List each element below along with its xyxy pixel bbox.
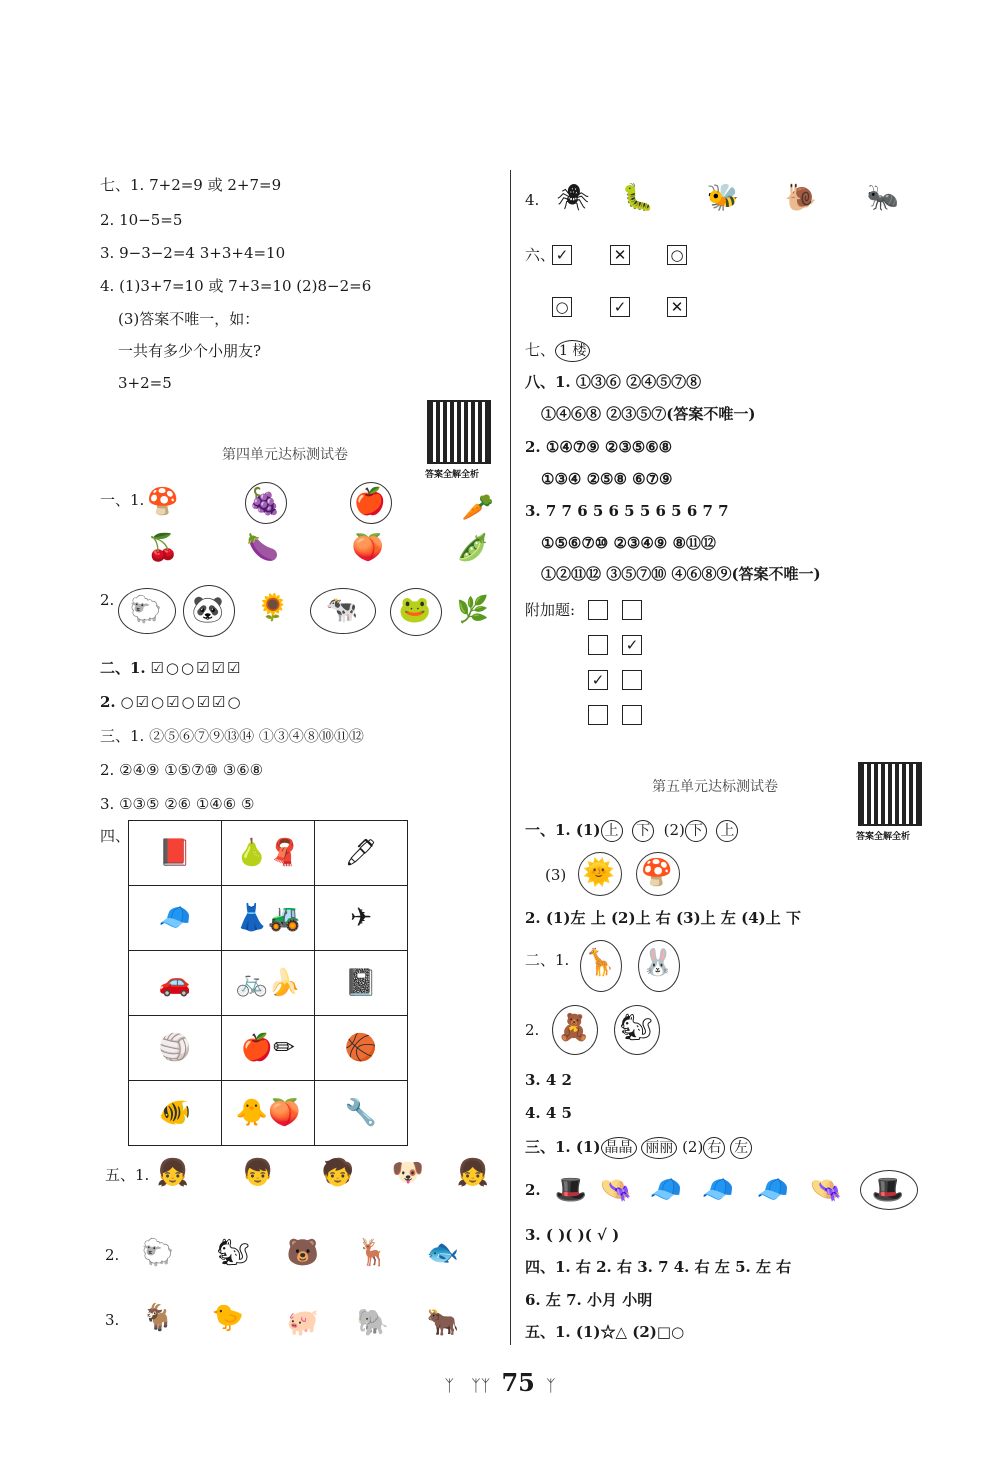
spatula-icon: 🔧 xyxy=(315,1081,408,1146)
cow-icon: 🐂 xyxy=(426,1308,460,1338)
sun-icon: 🌞 xyxy=(582,858,616,888)
panda-icon: 🐼 xyxy=(191,595,225,625)
u5-3-2: 2. xyxy=(525,1181,541,1199)
apple-pencil-icon: 🍎✏ xyxy=(222,1016,315,1081)
empty-box xyxy=(622,600,642,620)
mushroom-icon: 🍄 xyxy=(640,858,674,888)
giraffe-icon: 🦒 xyxy=(583,948,617,978)
empty-box xyxy=(588,705,608,725)
r-8-3a: 3. 7 7 6 5 6 5 5 6 5 6 7 7 xyxy=(525,502,729,520)
dog-crossed-icon: 🐶 xyxy=(391,1158,425,1188)
sheep-icon: 🐑 xyxy=(129,595,163,625)
r-8-2b: ①③④ ②⑤⑧ ⑥⑦⑨ xyxy=(541,470,673,488)
hat-icon: 🧢 xyxy=(649,1175,683,1205)
answer-7-4: 4. (1)3+7=10 或 7+3=10 (2)8−2=6 xyxy=(100,277,372,295)
basketball-icon: 🏀 xyxy=(315,1016,408,1081)
pig-icon: 🐖 xyxy=(286,1308,320,1338)
boy-icon: 🧒 xyxy=(321,1158,355,1188)
u5-2-1: 二、1. xyxy=(525,951,570,969)
sprout-icon: ᛉᛉ xyxy=(471,1376,491,1395)
fish-icon: 🐟 xyxy=(426,1238,460,1268)
empty-box xyxy=(622,670,642,690)
hat-icon: 👒 xyxy=(599,1175,633,1205)
unit5-title: 第五单元达标测试卷 xyxy=(652,779,778,795)
answer-7-2: 2. 10−5=5 xyxy=(100,211,183,229)
carrot-icon: 🥕 xyxy=(461,493,495,523)
cross-box: ✕ xyxy=(610,245,630,265)
u4-1-2: 2. xyxy=(100,591,115,609)
hat-icon: 👒 xyxy=(809,1175,843,1205)
answer-7-1: 七、1. 7+2=9 或 2+7=9 xyxy=(100,176,282,194)
apple-icon: 🍎 xyxy=(353,487,387,517)
notebook-icon: 📓 xyxy=(315,951,408,1016)
check-box: ✓ xyxy=(622,635,642,655)
u5-2-3: 3. 4 2 xyxy=(525,1071,572,1089)
u4-3-3: 3. ①③⑤ ②⑥ ①④⑥ ⑤ xyxy=(100,795,255,813)
unit4-title: 第四单元达标测试卷 xyxy=(222,447,348,463)
u5-2-4: 4. 4 5 xyxy=(525,1104,572,1122)
r-8-1b: ①④⑥⑧ ②③⑤⑦(答案不唯一) xyxy=(541,405,756,423)
floor-answer: 1 楼 xyxy=(555,340,590,362)
r-6: 六、 xyxy=(525,246,556,264)
cross-box: ✕ xyxy=(667,297,687,317)
u5-4-1: 四、1. 右 2. 右 3. 7 4. 右 左 5. 左 右 xyxy=(525,1258,792,1276)
u4-5-2: 2. xyxy=(105,1246,120,1264)
empty-box xyxy=(588,635,608,655)
pea-pod-icon: 🫛 xyxy=(456,533,490,563)
cherry-icon: 🍒 xyxy=(146,533,180,563)
frog-icon: 🐸 xyxy=(398,595,432,625)
snail-icon: 🐌 xyxy=(784,183,818,213)
girl-icon: 👧 xyxy=(156,1158,190,1188)
answer-7-4-3: (3)答案不唯一，如： xyxy=(118,310,260,328)
goat-icon: 🐐 xyxy=(141,1303,175,1333)
u4-5-3: 3. xyxy=(105,1311,120,1329)
check-circle-row: ○☑○☑○☑☑○ xyxy=(120,693,243,711)
qr-label: 答案全解全析 xyxy=(425,470,480,480)
pen-icon: 🖊 xyxy=(315,821,408,886)
chick-crossed-icon: 🐤 xyxy=(211,1303,245,1333)
u4-3-1: 三、1. ②⑤⑥⑦⑨⑬⑭ ①③④⑧⑩⑪⑫ xyxy=(100,727,364,745)
sheep-icon: 🐑 xyxy=(141,1238,175,1268)
check-box: ✓ xyxy=(588,670,608,690)
hat-icon: 🎩 xyxy=(871,1175,905,1205)
girl-icon: 👧 xyxy=(456,1158,490,1188)
u4-4: 四、 xyxy=(100,827,131,845)
ant-icon: 🐜 xyxy=(866,183,900,213)
circle-box: ○ xyxy=(552,297,572,317)
qr-code-icon xyxy=(427,400,491,464)
check-box: ✓ xyxy=(610,297,630,317)
bicycle-banana-icon: 🚲🍌 xyxy=(222,951,315,1016)
squirrel-icon: 🐿 xyxy=(619,1013,653,1043)
boy-icon: 👦 xyxy=(241,1158,275,1188)
volleyball-icon: 🏐 xyxy=(129,1016,222,1081)
bear-icon: 🐻 xyxy=(286,1238,320,1268)
airplane-icon: ✈ xyxy=(315,886,408,951)
u5-1-3: (3) xyxy=(545,866,567,884)
r-8-3c: ①②⑪⑫ ③⑤⑦⑩ ④⑥⑧⑨(答案不唯一) xyxy=(541,565,821,583)
u5-4-2: 6. 左 7. 小月 小明 xyxy=(525,1291,653,1309)
rabbit-icon: 🐰 xyxy=(641,948,675,978)
u4-1-1: 一、1. xyxy=(100,491,145,509)
sprout-icon: ᛉ xyxy=(444,1376,455,1395)
u4-2-1: 二、1. ☑○○☑☑☑ xyxy=(100,659,243,677)
column-divider xyxy=(510,170,511,1345)
u5-1-2: 2. (1)左 上 (2)上 右 (3)上 左 (4)上 下 xyxy=(525,909,801,927)
sort-table xyxy=(128,820,408,1146)
bear-icon: 🧸 xyxy=(557,1013,591,1043)
r-7: 七、 1 楼 xyxy=(525,340,590,362)
qr-code-icon xyxy=(858,762,922,826)
deer-icon: 🦌 xyxy=(356,1238,390,1268)
elephant-icon: 🐘 xyxy=(356,1308,390,1338)
pear-scarf-icon: 🍐🧣 xyxy=(222,821,315,886)
sprout-icon: ᛉ xyxy=(545,1376,556,1395)
extra-question: 附加题: xyxy=(525,601,576,619)
cow-icon: 🐄 xyxy=(325,595,359,625)
page-footer xyxy=(0,1368,1000,1397)
bee-icon: 🐝 xyxy=(706,183,740,213)
squirrel-icon: 🐿 xyxy=(216,1238,250,1268)
cap-icon: 🧢 xyxy=(129,886,222,951)
cap-icon: 🧢 xyxy=(756,1175,790,1205)
grapes-icon: 🍇 xyxy=(248,487,282,517)
dress-tractor-icon: 👗🚜 xyxy=(222,886,315,951)
r-4: 4. xyxy=(525,191,540,209)
u5-1-1: 一、1. (1) 上 下 (2) 下 上 xyxy=(525,820,738,842)
caterpillar-icon: 🐛 xyxy=(621,183,655,213)
chick-peach-icon: 🐥🍑 xyxy=(222,1081,315,1146)
cap-icon: 🧢 xyxy=(701,1175,735,1205)
peach-icon: 🍑 xyxy=(351,533,385,563)
empty-box xyxy=(588,600,608,620)
goldfish-icon: 🐠 xyxy=(129,1081,222,1146)
u4-2-2: 2. ○☑○☑○☑☑○ xyxy=(100,693,243,711)
book-icon: 📕 xyxy=(129,821,222,886)
empty-box xyxy=(622,705,642,725)
circle-box: ○ xyxy=(667,245,687,265)
mushroom-icon: 🍄 xyxy=(146,487,180,517)
check-box: ✓ xyxy=(552,245,572,265)
u5-5-1: 五、1. (1)☆△ (2)□○ xyxy=(525,1323,685,1341)
u4-3-2: 2. ②④⑨ ①⑤⑦⑩ ③⑥⑧ xyxy=(100,761,264,779)
u5-3-3: 3. ( )( )( √ ) xyxy=(525,1226,620,1244)
spider-icon: 🕷 xyxy=(556,183,590,213)
page-number: 75 xyxy=(501,1368,535,1397)
u5-2-2: 2. xyxy=(525,1021,540,1039)
eggplant-icon: 🍆 xyxy=(246,533,280,563)
qr-label: 答案全解全析 xyxy=(856,832,911,842)
plant-icon: 🌿 xyxy=(456,595,490,625)
answer-7-result: 3+2=5 xyxy=(118,374,172,392)
u5-3-1: 三、1. (1) 晶晶 丽丽 (2) 右 左 xyxy=(525,1137,752,1159)
flower-icon: 🌻 xyxy=(256,593,290,623)
r-8-2a: 2. ①④⑦⑨ ②③⑤⑥⑧ xyxy=(525,438,673,456)
u4-5-1: 五、1. xyxy=(105,1166,150,1184)
answer-7-3: 3. 9−3−2=4 3+3+4=10 xyxy=(100,244,286,262)
car-icon: 🚗 xyxy=(129,951,222,1016)
check-circle-row: ☑○○☑☑☑ xyxy=(150,659,243,677)
r-8-1a: 八、1. ①③⑥ ②④⑤⑦⑧ xyxy=(525,373,702,391)
r-8-3b: ①⑤⑥⑦⑩ ②③④⑨ ⑧⑪⑫ xyxy=(541,534,716,552)
hat-icon: 🎩 xyxy=(554,1175,588,1205)
answer-7-question: 一共有多少个小朋友? xyxy=(118,342,262,360)
